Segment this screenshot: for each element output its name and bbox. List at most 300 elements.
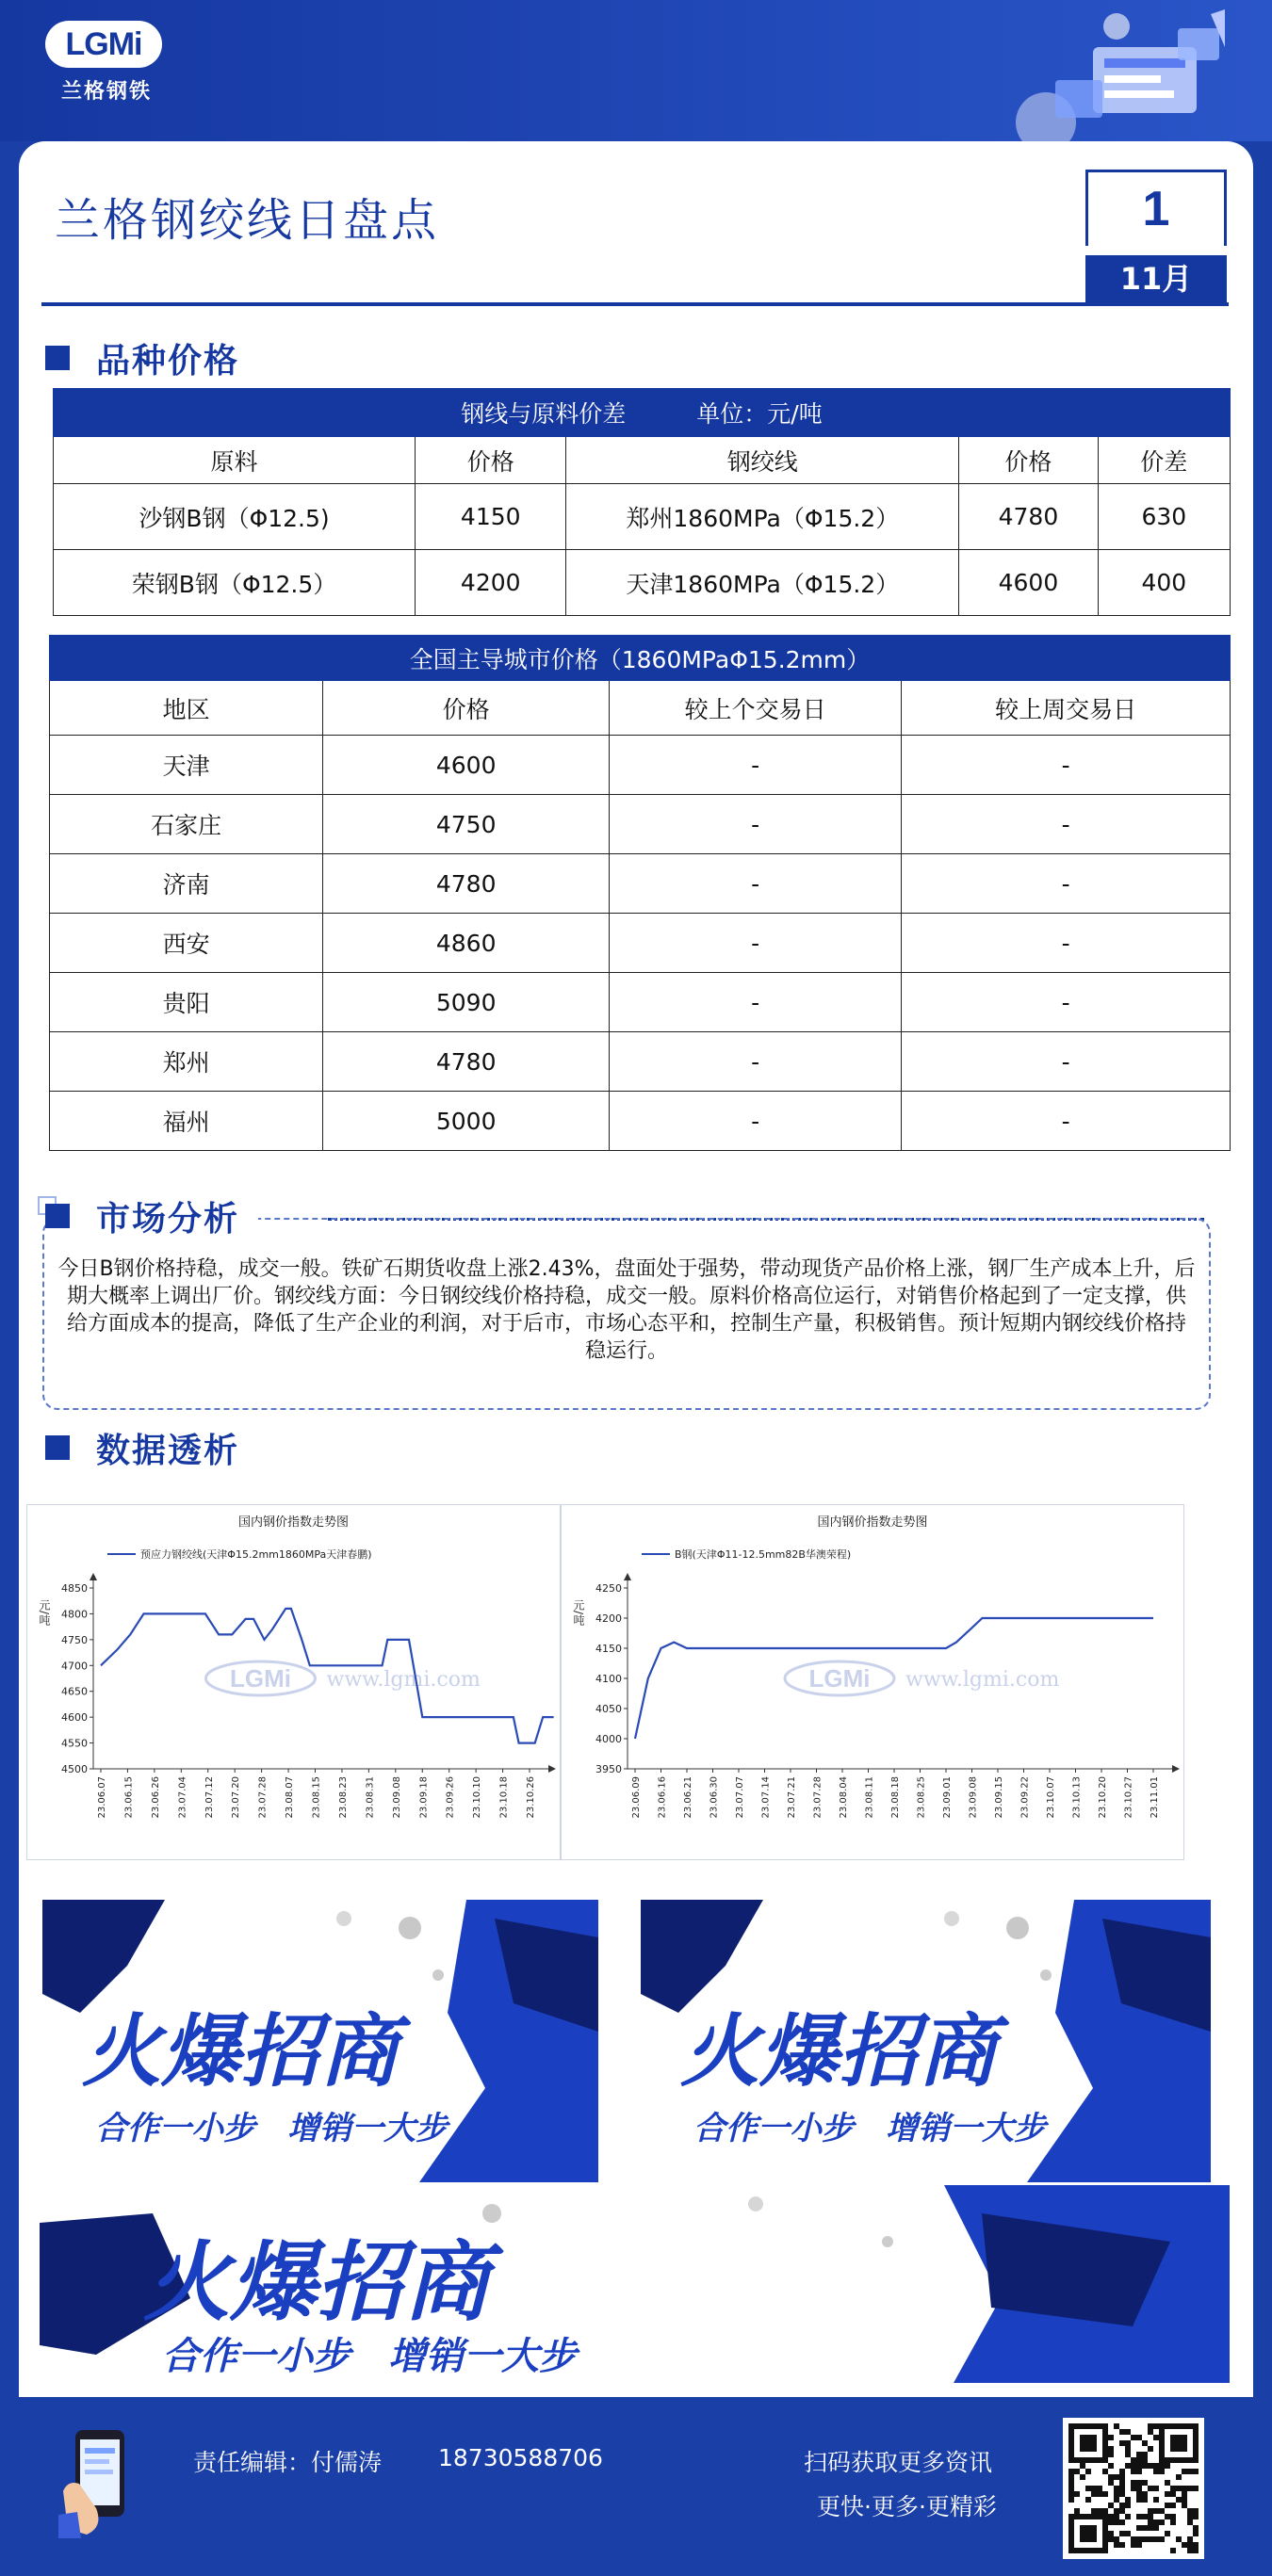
- qr-module: [1136, 2536, 1142, 2542]
- table-row: [50, 1092, 1231, 1151]
- banner-slogan: 合作一小步 增销一大步: [693, 2110, 1046, 2147]
- qr-module: [1148, 2446, 1153, 2452]
- y-tick-label: 4850: [61, 1582, 88, 1595]
- table-cell: 4780: [323, 1032, 610, 1092]
- qr-module: [1148, 2429, 1153, 2435]
- x-tick-label: 23.07.12: [204, 1776, 215, 1819]
- qr-module: [1131, 2435, 1136, 2440]
- qr-module: [1142, 2491, 1148, 2497]
- x-tick-label: 23.09.18: [418, 1776, 430, 1819]
- qr-module: [1142, 2480, 1148, 2486]
- table-cell: -: [902, 795, 1231, 854]
- qr-module: [1119, 2429, 1125, 2435]
- qr-module: [1187, 2514, 1193, 2519]
- qr-module: [1125, 2440, 1131, 2446]
- qr-module: [1119, 2542, 1125, 2548]
- y-tick-label: 4800: [61, 1608, 88, 1621]
- qr-module: [1102, 2508, 1108, 2514]
- qr-finder: [1170, 2435, 1187, 2452]
- tech-illustration: [989, 9, 1234, 141]
- qr-finder: [1080, 2435, 1097, 2452]
- qr-module: [1176, 2536, 1182, 2542]
- table-row: [50, 973, 1231, 1032]
- qr-module: [1142, 2457, 1148, 2463]
- qr-module: [1182, 2542, 1187, 2548]
- table-cell: 4600: [959, 550, 1098, 616]
- qr-module: [1097, 2508, 1102, 2514]
- qr-module: [1085, 2486, 1091, 2491]
- promo-banner-wide[interactable]: [40, 2185, 1230, 2383]
- qr-module: [1108, 2519, 1114, 2525]
- qr-module: [1068, 2486, 1074, 2491]
- qr-module: [1159, 2463, 1165, 2469]
- y-tick-label: 4600: [61, 1711, 88, 1725]
- table-cell: 4750: [323, 795, 610, 854]
- qr-module: [1068, 2474, 1074, 2480]
- table-row: [50, 914, 1231, 973]
- table-header-cell: 钢绞线: [566, 437, 959, 484]
- table-cell: -: [902, 973, 1231, 1032]
- section-square-icon: [45, 346, 70, 370]
- qr-module: [1097, 2491, 1102, 2497]
- qr-module: [1153, 2469, 1159, 2474]
- watermark-logo-text: LGMi: [808, 1664, 871, 1693]
- qr-module: [1153, 2525, 1159, 2531]
- table-cell: -: [902, 854, 1231, 914]
- spread-table: [53, 388, 1231, 616]
- qr-module: [1119, 2508, 1125, 2514]
- table-cell: 济南: [50, 854, 323, 914]
- qr-module: [1153, 2423, 1159, 2429]
- analysis-box: [42, 1218, 1211, 1410]
- qr-module: [1085, 2497, 1091, 2503]
- qr-module: [1114, 2536, 1119, 2542]
- qr-module: [1165, 2531, 1170, 2536]
- y-tick-label: 4200: [595, 1612, 622, 1625]
- qr-module: [1080, 2463, 1085, 2469]
- qr-module: [1131, 2536, 1136, 2542]
- x-axis-arrow: [1172, 1765, 1180, 1773]
- y-tick-label: 4550: [61, 1737, 88, 1750]
- qr-module: [1131, 2469, 1136, 2474]
- y-tick-label: 4500: [61, 1763, 88, 1775]
- qr-module: [1119, 2503, 1125, 2508]
- promo-graphic: [641, 1900, 1211, 2182]
- qr-module: [1193, 2469, 1199, 2474]
- qr-module: [1114, 2474, 1119, 2480]
- x-tick-label: 23.08.07: [285, 1776, 296, 1819]
- qr-module: [1170, 2503, 1176, 2508]
- qr-module: [1187, 2519, 1193, 2525]
- table-cell: 5000: [323, 1092, 610, 1151]
- table-row: [50, 1032, 1231, 1092]
- x-tick-label: 23.06.07: [97, 1776, 107, 1819]
- x-tick-label: 23.09.22: [1019, 1776, 1031, 1819]
- qr-module: [1182, 2486, 1187, 2491]
- qr-module: [1125, 2514, 1131, 2519]
- date-month: 11月: [1085, 255, 1227, 302]
- x-tick-label: 23.07.04: [177, 1776, 188, 1819]
- qr-module: [1142, 2463, 1148, 2469]
- qr-module: [1102, 2469, 1108, 2474]
- table-cell: 4860: [323, 914, 610, 973]
- qr-module: [1119, 2480, 1125, 2486]
- qr-module: [1136, 2480, 1142, 2486]
- qr-module: [1142, 2536, 1148, 2542]
- table-cell: 西安: [50, 914, 323, 973]
- chart-title: 国内钢价指数走势图: [817, 1515, 928, 1530]
- qr-module: [1187, 2508, 1193, 2514]
- qr-module: [1170, 2514, 1176, 2519]
- x-tick-label: 23.08.04: [839, 1776, 849, 1819]
- qr-module: [1108, 2474, 1114, 2480]
- qr-module: [1114, 2497, 1119, 2503]
- qr-module: [1136, 2525, 1142, 2531]
- table-cell: 天津: [50, 736, 323, 795]
- x-tick-label: 23.10.26: [526, 1776, 536, 1819]
- table-cell: 荣钢B钢（Φ12.5）: [54, 550, 416, 616]
- qr-module: [1114, 2508, 1119, 2514]
- x-tick-label: 23.09.08: [391, 1776, 402, 1819]
- x-tick-label: 23.09.15: [994, 1776, 1004, 1819]
- table-cell: -: [610, 854, 902, 914]
- qr-module: [1136, 2435, 1142, 2440]
- table-header-cell: 原料: [54, 437, 416, 484]
- x-tick-label: 23.09.08: [968, 1776, 979, 1819]
- qr-module: [1176, 2486, 1182, 2491]
- table-cell: 630: [1098, 484, 1230, 550]
- qr-module: [1148, 2519, 1153, 2525]
- promo-banner[interactable]: [641, 1900, 1211, 2182]
- legend-label: B钢(天津Φ11-12.5mm82B华澳荣程): [675, 1548, 852, 1561]
- qr-module: [1193, 2514, 1199, 2519]
- qr-module: [1136, 2452, 1142, 2457]
- qr-module: [1187, 2469, 1193, 2474]
- x-tick-label: 23.06.09: [631, 1776, 642, 1819]
- x-tick-label: 23.08.23: [337, 1776, 349, 1819]
- banner-slogan: 合作一小步 增销一大步: [95, 2110, 448, 2147]
- y-axis-label: 元/吨: [38, 1599, 51, 1627]
- table-row: [50, 795, 1231, 854]
- y-tick-label: 4700: [61, 1660, 88, 1673]
- qr-module: [1193, 2508, 1199, 2514]
- banner-headline: 火爆招商: [680, 2005, 998, 2098]
- y-tick-label: 4000: [595, 1733, 622, 1745]
- qr-module: [1153, 2497, 1159, 2503]
- chart-title: 国内钢价指数走势图: [237, 1515, 350, 1530]
- qr-module: [1108, 2536, 1114, 2542]
- watermark-url: www.lgmi.com: [326, 1668, 481, 1692]
- x-tick-label: 23.06.21: [683, 1776, 693, 1819]
- section-heading-analysis: [45, 1192, 258, 1239]
- y-tick-label: 3950: [595, 1763, 622, 1775]
- qr-module: [1119, 2474, 1125, 2480]
- page-title: 兰格钢绞线日盘点: [55, 194, 440, 247]
- qr-module: [1153, 2435, 1159, 2440]
- y-tick-label: 4050: [595, 1703, 622, 1715]
- qr-module: [1074, 2508, 1080, 2514]
- table-row: [54, 484, 1231, 550]
- qr-module: [1170, 2519, 1176, 2525]
- y-tick-label: 4650: [61, 1685, 88, 1698]
- qr-module: [1125, 2503, 1131, 2508]
- qr-module: [1193, 2531, 1199, 2536]
- qr-module: [1114, 2486, 1119, 2491]
- qr-module: [1153, 2536, 1159, 2542]
- logo-subtitle: 兰格钢铁: [60, 80, 152, 104]
- x-tick-label: 23.06.15: [123, 1776, 135, 1819]
- qr-module: [1068, 2480, 1074, 2486]
- banner-slogan: 合作一小步 增销一大步: [162, 2335, 577, 2378]
- y-tick-label: 4100: [595, 1673, 622, 1685]
- qr-module: [1114, 2514, 1119, 2519]
- x-tick-label: 23.06.26: [150, 1776, 161, 1819]
- logo-badge: LGMi: [45, 21, 162, 68]
- chart-svg: [27, 1505, 560, 1859]
- table-header-cell: 价差: [1098, 437, 1230, 484]
- x-tick-label: 23.10.07: [1046, 1776, 1056, 1819]
- qr-module: [1136, 2497, 1142, 2503]
- qr-module: [1091, 2508, 1097, 2514]
- x-tick-label: 23.06.30: [709, 1776, 720, 1819]
- qr-module: [1187, 2536, 1193, 2542]
- x-tick-label: 23.10.20: [1098, 1776, 1108, 1819]
- table-cell: 5090: [323, 973, 610, 1032]
- x-tick-label: 23.08.25: [916, 1776, 927, 1819]
- qr-module: [1182, 2503, 1187, 2508]
- qr-module: [1080, 2474, 1085, 2480]
- qr-module: [1114, 2423, 1119, 2429]
- qr-module: [1125, 2452, 1131, 2457]
- table-cell: 4200: [416, 550, 566, 616]
- qr-module: [1153, 2463, 1159, 2469]
- y-axis-arrow: [624, 1573, 631, 1580]
- x-tick-label: 23.10.10: [472, 1776, 483, 1819]
- section-square-icon: [45, 1435, 70, 1460]
- table-cell: -: [902, 736, 1231, 795]
- qr-caption-line2: 更快·更多·更精彩: [817, 2493, 997, 2520]
- qr-module: [1148, 2463, 1153, 2469]
- qr-module: [1187, 2548, 1193, 2553]
- chart-bsteel-price: [561, 1504, 1184, 1860]
- x-tick-label: 23.09.26: [445, 1776, 456, 1819]
- legend-label: 预应力钢绞线(天津Φ15.2mm1860MPa天津春鹏): [140, 1548, 372, 1561]
- watermark-url: www.lgmi.com: [905, 1668, 1060, 1692]
- brand-logo[interactable]: [45, 21, 168, 115]
- table-cell: 天津1860MPa（Φ15.2）: [566, 550, 959, 616]
- table-header-cell: 价格: [959, 437, 1098, 484]
- phone-hand-icon: [58, 2425, 148, 2538]
- qr-module: [1119, 2519, 1125, 2525]
- qr-module: [1102, 2491, 1108, 2497]
- section-title: 数据透析: [96, 1431, 240, 1470]
- table-cell: 福州: [50, 1092, 323, 1151]
- qr-module: [1119, 2469, 1125, 2474]
- table-row: [50, 854, 1231, 914]
- table-cell: -: [610, 1092, 902, 1151]
- qr-module: [1119, 2440, 1125, 2446]
- qr-module: [1114, 2519, 1119, 2525]
- table-cell: 400: [1098, 550, 1230, 616]
- promo-graphic: [40, 2185, 1230, 2383]
- qr-module: [1148, 2536, 1153, 2542]
- qr-module: [1131, 2542, 1136, 2548]
- qr-module: [1114, 2542, 1119, 2548]
- qr-module: [1182, 2497, 1187, 2503]
- qr-module: [1108, 2480, 1114, 2486]
- qr-module: [1136, 2486, 1142, 2491]
- qr-module: [1131, 2486, 1136, 2491]
- editor-phone[interactable]: 18730588706: [438, 2444, 603, 2471]
- qr-module: [1136, 2514, 1142, 2519]
- table-cell: 4600: [323, 736, 610, 795]
- qr-module: [1108, 2531, 1114, 2536]
- table-cell: -: [610, 973, 902, 1032]
- y-axis-label: 元/吨: [572, 1599, 585, 1627]
- x-tick-label: 23.07.28: [257, 1776, 269, 1819]
- qr-module: [1074, 2469, 1080, 2474]
- qr-module: [1142, 2452, 1148, 2457]
- x-tick-label: 23.10.18: [498, 1776, 510, 1819]
- table-header-cell: 较上周交易日: [902, 681, 1231, 736]
- qr-module: [1119, 2486, 1125, 2491]
- x-tick-label: 23.07.20: [231, 1776, 242, 1819]
- table-cell: -: [610, 736, 902, 795]
- section-heading-prices: [45, 334, 239, 381]
- qr-module: [1165, 2491, 1170, 2497]
- qr-module: [1187, 2486, 1193, 2491]
- qr-module: [1119, 2531, 1125, 2536]
- qr-module: [1193, 2548, 1199, 2553]
- qr-module: [1074, 2491, 1080, 2497]
- x-tick-label: 23.11.01: [1150, 1776, 1160, 1819]
- qr-module: [1182, 2491, 1187, 2497]
- x-tick-label: 23.09.01: [942, 1776, 953, 1819]
- analysis-text: 今日B钢价格持稳，成交一般。铁矿石期货收盘上涨2.43%，盘面处于强势，带动现货产品价格上涨，钢厂生产成本上升，后期大概率上调出厂价。钢绞线方面：今日钢绞线价格持稳，成交一般。原料价格高位运行，对销售价格起到了一定支撑，供给方面成本的提高，降低了生产企业的利润，对于后市，市场心态平和，控制生产量，积极销售。预计短期内钢绞线价格持稳运行。: [57, 1257, 1196, 1363]
- table-cell: -: [610, 914, 902, 973]
- qr-module: [1193, 2525, 1199, 2531]
- qr-module: [1153, 2486, 1159, 2491]
- chart-strand-price: [26, 1504, 561, 1860]
- table-row: [50, 736, 1231, 795]
- qr-module: [1165, 2503, 1170, 2508]
- qr-module: [1125, 2497, 1131, 2503]
- qr-caption-line1: 扫码获取更多资讯: [804, 2449, 993, 2476]
- x-tick-label: 23.06.16: [657, 1776, 668, 1819]
- qr-module: [1108, 2463, 1114, 2469]
- date-badge: [1085, 170, 1227, 301]
- qr-module: [1142, 2514, 1148, 2519]
- spread-table-caption: 钢线与原料价差 单位：元/吨: [54, 389, 1231, 437]
- x-tick-label: 23.07.07: [735, 1776, 745, 1819]
- qr-module: [1159, 2519, 1165, 2525]
- editor-label: 责任编辑：付儒涛: [193, 2449, 383, 2476]
- table-cell: 4780: [959, 484, 1098, 550]
- promo-banner[interactable]: [42, 1900, 598, 2182]
- section-title: 品种价格: [96, 341, 240, 381]
- x-tick-label: 23.07.14: [760, 1776, 772, 1819]
- qr-module: [1193, 2486, 1199, 2491]
- qr-module: [1136, 2469, 1142, 2474]
- qr-module: [1068, 2497, 1074, 2503]
- qr-code[interactable]: [1063, 2418, 1204, 2559]
- qr-module: [1108, 2503, 1114, 2508]
- qr-module: [1148, 2486, 1153, 2491]
- table-cell: 郑州: [50, 1032, 323, 1092]
- y-tick-label: 4250: [595, 1582, 622, 1595]
- qr-module: [1153, 2508, 1159, 2514]
- city-price-table: [49, 635, 1231, 1151]
- x-tick-label: 23.07.21: [787, 1776, 797, 1819]
- x-axis-arrow: [548, 1765, 556, 1773]
- table-header-cell: 较上个交易日: [610, 681, 902, 736]
- qr-module: [1136, 2491, 1142, 2497]
- qr-finder: [1080, 2525, 1097, 2542]
- qr-module: [1148, 2514, 1153, 2519]
- qr-module: [1136, 2542, 1142, 2548]
- qr-module: [1170, 2486, 1176, 2491]
- table-cell: 石家庄: [50, 795, 323, 854]
- qr-module: [1182, 2469, 1187, 2474]
- table-cell: 沙钢B钢（Φ12.5): [54, 484, 416, 550]
- footer: [0, 2397, 1272, 2576]
- y-tick-label: 4150: [595, 1643, 622, 1655]
- section-title: 市场分析: [96, 1199, 240, 1239]
- x-tick-label: 23.08.31: [365, 1776, 376, 1819]
- promo-graphic: [42, 1900, 598, 2182]
- qr-module: [1091, 2491, 1097, 2497]
- x-tick-label: 23.07.28: [812, 1776, 824, 1819]
- table-cell: 贵阳: [50, 973, 323, 1032]
- x-tick-label: 23.10.13: [1071, 1776, 1083, 1819]
- banner-headline: 火爆招商: [82, 2005, 400, 2098]
- qr-module: [1159, 2536, 1165, 2542]
- y-tick-label: 4750: [61, 1633, 88, 1646]
- qr-module: [1125, 2429, 1131, 2435]
- qr-module: [1148, 2508, 1153, 2514]
- qr-module: [1142, 2525, 1148, 2531]
- table-cell: 4150: [416, 484, 566, 550]
- qr-module: [1159, 2469, 1165, 2474]
- qr-module: [1159, 2508, 1165, 2514]
- qr-module: [1097, 2486, 1102, 2491]
- qr-module: [1148, 2525, 1153, 2531]
- qr-module: [1125, 2446, 1131, 2452]
- qr-module: [1170, 2548, 1176, 2553]
- qr-module: [1142, 2440, 1148, 2446]
- qr-module: [1125, 2531, 1131, 2536]
- chart-svg: [562, 1505, 1183, 1859]
- qr-module: [1165, 2480, 1170, 2486]
- qr-module: [1176, 2497, 1182, 2503]
- qr-module: [1108, 2446, 1114, 2452]
- qr-module: [1108, 2514, 1114, 2519]
- title-divider: [41, 302, 1229, 306]
- qr-module: [1108, 2435, 1114, 2440]
- section-heading-data: [45, 1424, 239, 1471]
- table-row: [54, 550, 1231, 616]
- qr-module: [1108, 2452, 1114, 2457]
- city-table-caption: 全国主导城市价格（1860MPaΦ15.2mm）: [50, 636, 1231, 681]
- qr-module: [1068, 2469, 1074, 2474]
- table-cell: -: [902, 1032, 1231, 1092]
- qr-module: [1131, 2457, 1136, 2463]
- table-cell: -: [610, 795, 902, 854]
- y-axis-arrow: [90, 1573, 97, 1580]
- table-cell: 4780: [323, 854, 610, 914]
- qr-module: [1136, 2463, 1142, 2469]
- qr-module: [1187, 2542, 1193, 2548]
